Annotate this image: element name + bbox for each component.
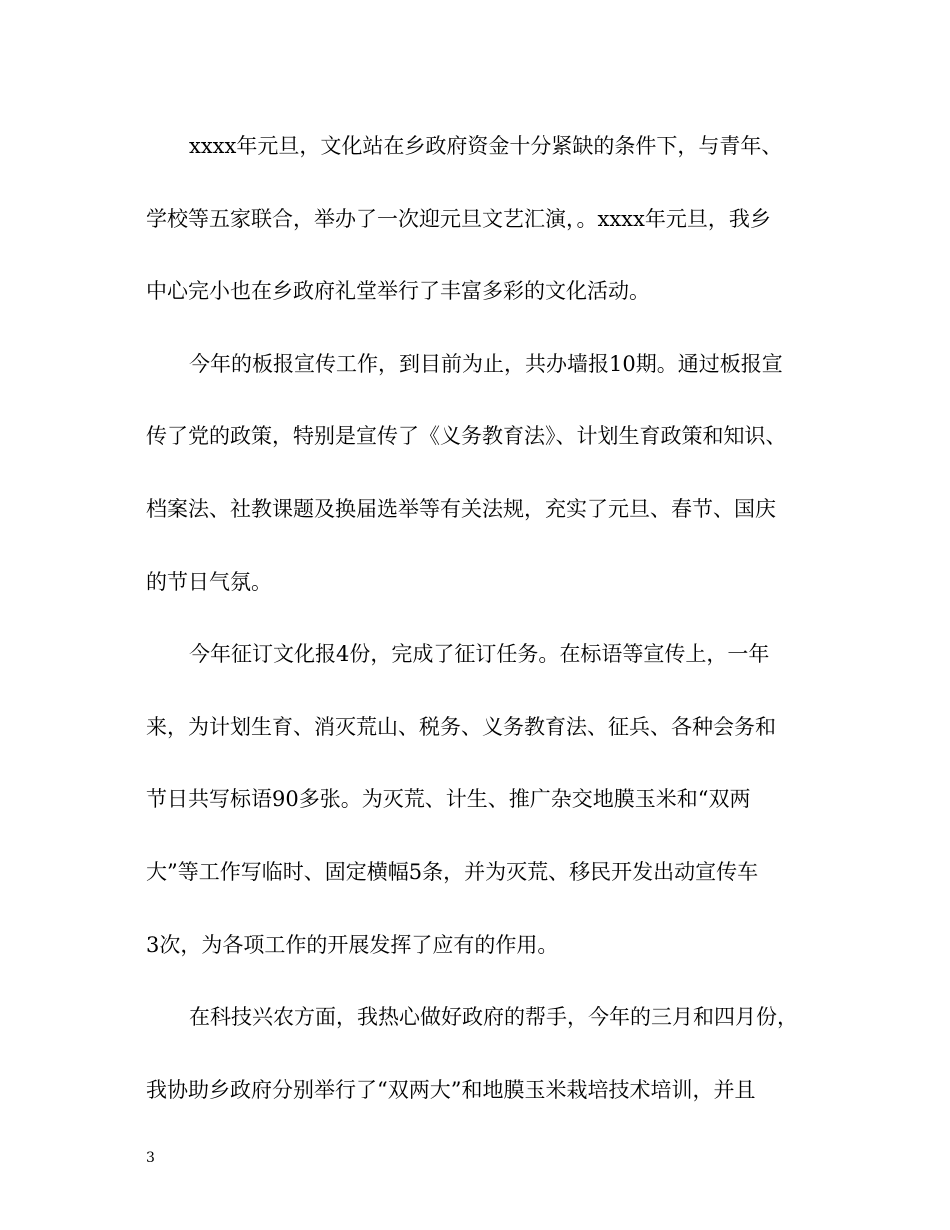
text-line: 档案法、社教课题及换届选举等有关法规，充实了元旦、春节、国庆 bbox=[146, 496, 776, 521]
text-line: 我协助乡政府分别举行了“双两大”和地膜玉米栽培技术培训，并且 bbox=[146, 1077, 756, 1102]
text-line: 在科技兴农方面，我热心做好政府的帮手，今年的三月和四月份， bbox=[189, 1005, 798, 1030]
text-line: 今年征订文化报4份，完成了征订任务。在标语等宣传上，一年 bbox=[189, 642, 770, 667]
text-line: 来，为计划生育、消灭荒山、税务、义务教育法、征兵、各种会务和 bbox=[146, 714, 776, 739]
text-line: 大”等工作写临时、固定横幅5条，并为灭荒、移民开发出动宣传车 bbox=[146, 859, 759, 884]
text-line: xxxx年元旦，文化站在乡政府资金十分紧缺的条件下，与青年、 bbox=[189, 134, 783, 158]
text-line: 中心完小也在乡政府礼堂举行了丰富多彩的文化活动。 bbox=[146, 279, 650, 304]
text-line: 传了党的政策，特别是宣传了《义务教育法》、计划生育政策和知识、 bbox=[146, 424, 787, 449]
document-body bbox=[146, 122, 816, 1138]
text-line: 今年的板报宣传工作，到目前为止，共办墙报10期。通过板报宣 bbox=[189, 351, 783, 376]
page-number: 3 bbox=[146, 1150, 155, 1166]
text-line: 节日共写标语90多张。为灭荒、计生、推广杂交地膜玉米和“双两 bbox=[146, 787, 751, 812]
text-line: 3次，为各项工作的开展发挥了应有的作用。 bbox=[146, 932, 559, 957]
text-line: 学校等五家联合，举办了一次迎元旦文艺汇演，。xxxx年元旦，我乡 bbox=[146, 206, 771, 231]
text-line: 的节日气氛。 bbox=[146, 569, 272, 594]
